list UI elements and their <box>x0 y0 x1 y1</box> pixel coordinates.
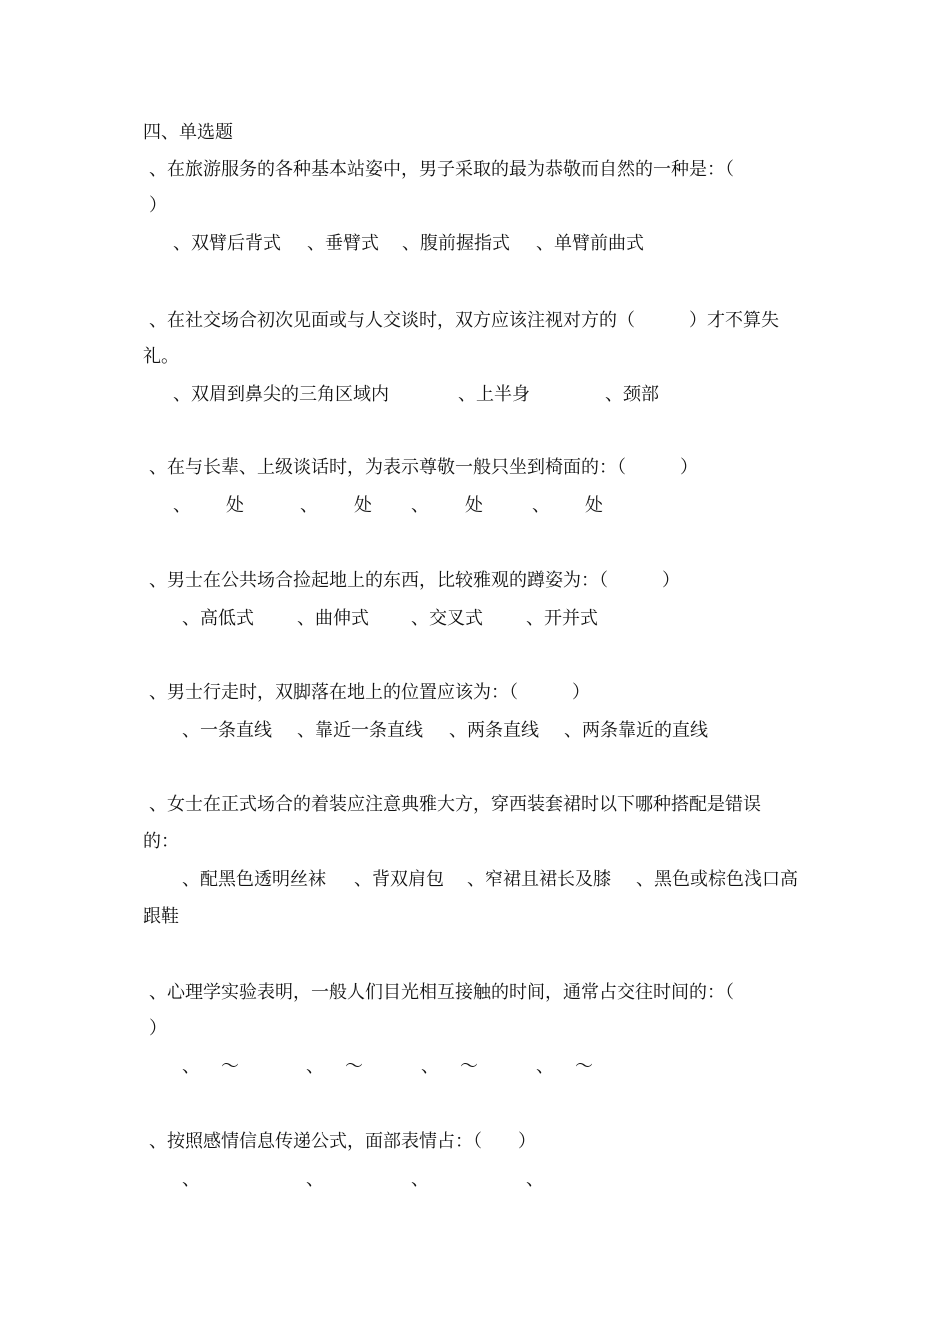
question-3-option-c-mark: 、 <box>411 495 429 516</box>
question-2-stem-line-2: 礼。 <box>143 346 179 367</box>
question-6-option-d-wrap: 跟鞋 <box>143 906 179 927</box>
section-title: 四、单选题 <box>143 122 233 143</box>
question-7-option-a-text: ～ <box>221 1056 239 1077</box>
question-6-option-b: 、背双肩包 <box>354 869 444 890</box>
question-2-option-a: 、双眉到鼻尖的三角区域内 <box>173 384 389 405</box>
question-1-option-d: 、单臂前曲式 <box>536 233 644 254</box>
question-8-option-b-mark: 、 <box>306 1169 324 1190</box>
question-8-option-a-mark: 、 <box>182 1169 200 1190</box>
question-7-option-a-mark: 、 <box>182 1056 200 1077</box>
question-7-stem-line-1: 、心理学实验表明，一般人们目光相互接触的时间，通常占交往时间的：（ <box>149 982 734 1003</box>
question-7-option-d-mark: 、 <box>536 1056 554 1077</box>
question-1-option-a: 、双臂后背式 <box>173 233 281 254</box>
question-4-option-c: 、交叉式 <box>411 608 483 629</box>
question-7-option-b-mark: 、 <box>306 1056 324 1077</box>
question-6-stem-line-2: 的： <box>143 831 179 852</box>
question-3-option-a-text: 处 <box>226 495 244 516</box>
question-6-option-a: 、配黑色透明丝袜 <box>182 869 326 890</box>
question-4-option-d: 、开并式 <box>526 608 598 629</box>
question-7-option-c-text: ～ <box>460 1056 478 1077</box>
question-3-option-b-text: 处 <box>354 495 372 516</box>
question-1-stem-line-1: 、在旅游服务的各种基本站姿中，男子采取的最为恭敬而自然的一种是：（ <box>149 159 734 180</box>
question-1-option-c: 、腹前握指式 <box>402 233 510 254</box>
question-2-stem-line-1: 、在社交场合初次见面或与人交谈时，双方应该注视对方的（ ）才不算失 <box>149 310 779 331</box>
question-6-option-d: 、黑色或棕色浅口高 <box>636 869 798 890</box>
question-5-stem-line-1: 、男士行走时，双脚落在地上的位置应该为：（ ） <box>149 682 590 703</box>
question-7-option-c-mark: 、 <box>421 1056 439 1077</box>
question-7-stem-line-2: ） <box>149 1018 167 1039</box>
question-3-option-b-mark: 、 <box>300 495 318 516</box>
question-4-option-b: 、曲伸式 <box>297 608 369 629</box>
question-4-stem-line-1: 、男士在公共场合捡起地上的东西，比较雅观的蹲姿为：（ ） <box>149 570 680 591</box>
question-1-option-b: 、垂臂式 <box>307 233 379 254</box>
question-5-option-b: 、靠近一条直线 <box>297 720 423 741</box>
question-8-stem-line-1: 、按照感情信息传递公式，面部表情占：（ ） <box>149 1131 536 1152</box>
question-6-stem-line-1: 、女士在正式场合的着装应注意典雅大方，穿西装套裙时以下哪种搭配是错误 <box>149 794 761 815</box>
question-3-stem-line-1: 、在与长辈、上级谈话时，为表示尊敬一般只坐到椅面的：（ ） <box>149 457 698 478</box>
question-5-option-c: 、两条直线 <box>449 720 539 741</box>
question-3-option-c-text: 处 <box>465 495 483 516</box>
question-2-option-c: 、颈部 <box>605 384 659 405</box>
question-6-option-c: 、窄裙且裙长及膝 <box>467 869 611 890</box>
question-1-stem-line-2: ） <box>149 195 167 216</box>
question-8-option-c-mark: 、 <box>411 1169 429 1190</box>
question-7-option-b-text: ～ <box>345 1056 363 1077</box>
question-8-option-d-mark: 、 <box>526 1169 544 1190</box>
question-3-option-d-text: 处 <box>585 495 603 516</box>
question-3-option-a-mark: 、 <box>173 495 191 516</box>
question-7-option-d-text: ～ <box>575 1056 593 1077</box>
question-5-option-a: 、一条直线 <box>182 720 272 741</box>
question-2-option-b: 、上半身 <box>458 384 530 405</box>
question-3-option-d-mark: 、 <box>532 495 550 516</box>
question-5-option-d: 、两条靠近的直线 <box>564 720 708 741</box>
question-4-option-a: 、高低式 <box>182 608 254 629</box>
